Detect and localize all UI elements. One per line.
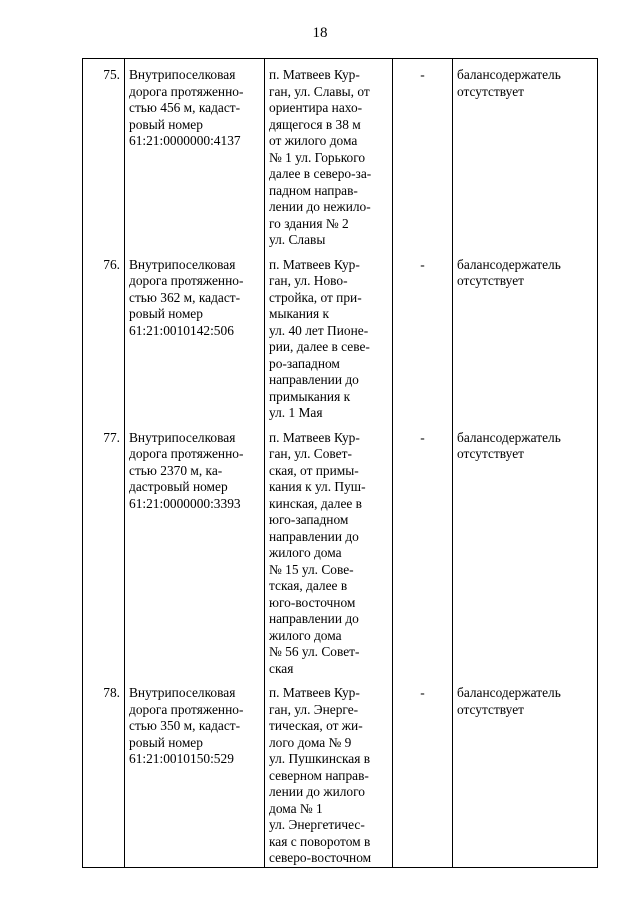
- address-line: северо-восточном: [269, 850, 372, 865]
- owner-cell: [453, 422, 598, 678]
- address-line: ская, от примы-: [269, 462, 359, 478]
- object-name-line: ровый номер: [129, 306, 203, 321]
- address-line: направлении до: [269, 372, 359, 387]
- address-line: далее в северо-за-: [269, 166, 372, 181]
- owner-line: отсутствует: [457, 446, 524, 461]
- address-line: ская: [269, 660, 294, 676]
- owner-line: балансодержатель: [457, 685, 561, 700]
- object-name-cell: [125, 249, 265, 422]
- address-line: мыкания к: [269, 306, 330, 321]
- row-number: 75.: [83, 59, 125, 249]
- address-line: ул. 1 Мая: [269, 405, 323, 420]
- object-name-line: 61:21:0000000:3393: [129, 495, 241, 511]
- address-line: ро-западном: [269, 355, 340, 371]
- row-number: 77.: [83, 422, 125, 678]
- object-name-line: дорога протяженно-: [129, 446, 244, 461]
- address-line: ул. 40 лет Пионе-: [269, 322, 369, 338]
- address-cell: [265, 59, 393, 249]
- address-line: ган, ул. Энерге-: [269, 701, 359, 717]
- owner-line: отсутствует: [457, 701, 524, 717]
- object-name-line: Внутрипоселковая: [129, 256, 236, 272]
- address-line: от жилого дома: [269, 133, 358, 148]
- object-name-line: ровый номер: [129, 734, 203, 750]
- owner-line: отсутствует: [457, 83, 524, 99]
- object-name-cell: [125, 59, 265, 249]
- address-line: ул. Энергетичес-: [269, 817, 365, 832]
- address-line: № 15 ул. Сове-: [269, 561, 354, 577]
- owner-cell: [453, 59, 598, 249]
- address-line: ган, ул. Славы, от: [269, 83, 370, 99]
- object-name-line: стью 362 м, кадаст-: [129, 289, 241, 305]
- address-line: жилого дома: [269, 627, 342, 643]
- object-name-line: стью 456 м, кадаст-: [129, 100, 241, 115]
- address-line: кинская, далее в: [269, 495, 362, 511]
- table-row: [83, 677, 598, 867]
- row-number: 78.: [83, 677, 125, 867]
- address-line: направлении до: [269, 528, 359, 544]
- object-name-line: Внутрипоселковая: [129, 685, 236, 700]
- object-name-line: Внутрипоселковая: [129, 429, 236, 445]
- address-line: юго-восточном: [269, 594, 356, 610]
- table-row: [83, 59, 598, 249]
- object-name-line: стью 2370 м, ка-: [129, 462, 223, 478]
- address-line: северном направ-: [269, 767, 369, 783]
- owner-line: балансодержатель: [457, 429, 561, 445]
- object-name-line: дорога протяженно-: [129, 701, 244, 717]
- address-line: юго-западном: [269, 512, 349, 527]
- object-name-line: 61:21:0010150:529: [129, 751, 234, 766]
- dash-cell: -: [393, 677, 453, 867]
- address-line: дящегося в 38 м: [269, 116, 361, 132]
- dash-cell: -: [393, 422, 453, 678]
- object-name-line: 61:21:0000000:4137: [129, 133, 241, 148]
- address-line: лении до жилого: [269, 784, 365, 799]
- owner-cell: [453, 249, 598, 422]
- address-cell: [265, 422, 393, 678]
- address-line: ул. Пушкинская в: [269, 751, 371, 766]
- address-line: тическая, от жи-: [269, 718, 363, 733]
- address-cell: [265, 677, 393, 867]
- owner-cell: [453, 677, 598, 867]
- object-name-cell: [125, 422, 265, 678]
- page-number: 18: [312, 25, 328, 41]
- table-row: [83, 422, 598, 678]
- object-name-line: стью 350 м, кадаст-: [129, 718, 241, 733]
- address-line: п. Матвеев Кур-: [269, 67, 360, 82]
- address-line: дома № 1: [269, 800, 323, 816]
- address-line: п. Матвеев Кур-: [269, 429, 360, 445]
- object-name-line: дастровый номер: [129, 479, 228, 494]
- address-line: п. Матвеев Кур-: [269, 685, 360, 700]
- object-name-cell: [125, 677, 265, 867]
- address-line: ориентира нахо-: [269, 100, 363, 115]
- address-cell: [265, 249, 393, 422]
- owner-line: балансодержатель: [457, 67, 561, 82]
- address-line: п. Матвеев Кур-: [269, 256, 360, 272]
- address-line: № 56 ул. Совет-: [269, 644, 360, 659]
- address-line: стройка, от при-: [269, 289, 362, 305]
- address-line: ган, ул. Ново-: [269, 273, 348, 288]
- address-line: кая с поворотом в: [269, 833, 371, 849]
- owner-line: отсутствует: [457, 273, 524, 288]
- address-line: № 1 ул. Горького: [269, 149, 366, 165]
- address-line: кания к ул. Пуш-: [269, 479, 366, 494]
- row-number: 76.: [83, 249, 125, 422]
- address-line: ган, ул. Совет-: [269, 446, 352, 461]
- address-line: рии, далее в севе-: [269, 339, 370, 354]
- address-line: направлении до: [269, 611, 359, 626]
- object-name-line: дорога протяженно-: [129, 273, 244, 288]
- address-line: лении до нежило-: [269, 199, 371, 214]
- object-name-line: 61:21:0010142:506: [129, 322, 234, 338]
- address-line: го здания № 2: [269, 215, 349, 231]
- address-line: лого дома № 9: [269, 734, 352, 750]
- address-line: тская, далее в: [269, 578, 348, 593]
- dash-cell: -: [393, 249, 453, 422]
- object-name-line: Внутрипоселковая: [129, 67, 236, 82]
- address-line: примыкания к: [269, 388, 351, 404]
- object-name-line: ровый номер: [129, 116, 203, 132]
- address-line: падном направ-: [269, 182, 358, 198]
- address-line: ул. Славы: [269, 232, 326, 247]
- owner-line: балансодержатель: [457, 256, 561, 272]
- object-name-line: дорога протяженно-: [129, 83, 244, 99]
- table-row: [83, 249, 598, 422]
- dash-cell: -: [393, 59, 453, 249]
- address-line: жилого дома: [269, 545, 342, 560]
- road-registry-table: [82, 58, 598, 868]
